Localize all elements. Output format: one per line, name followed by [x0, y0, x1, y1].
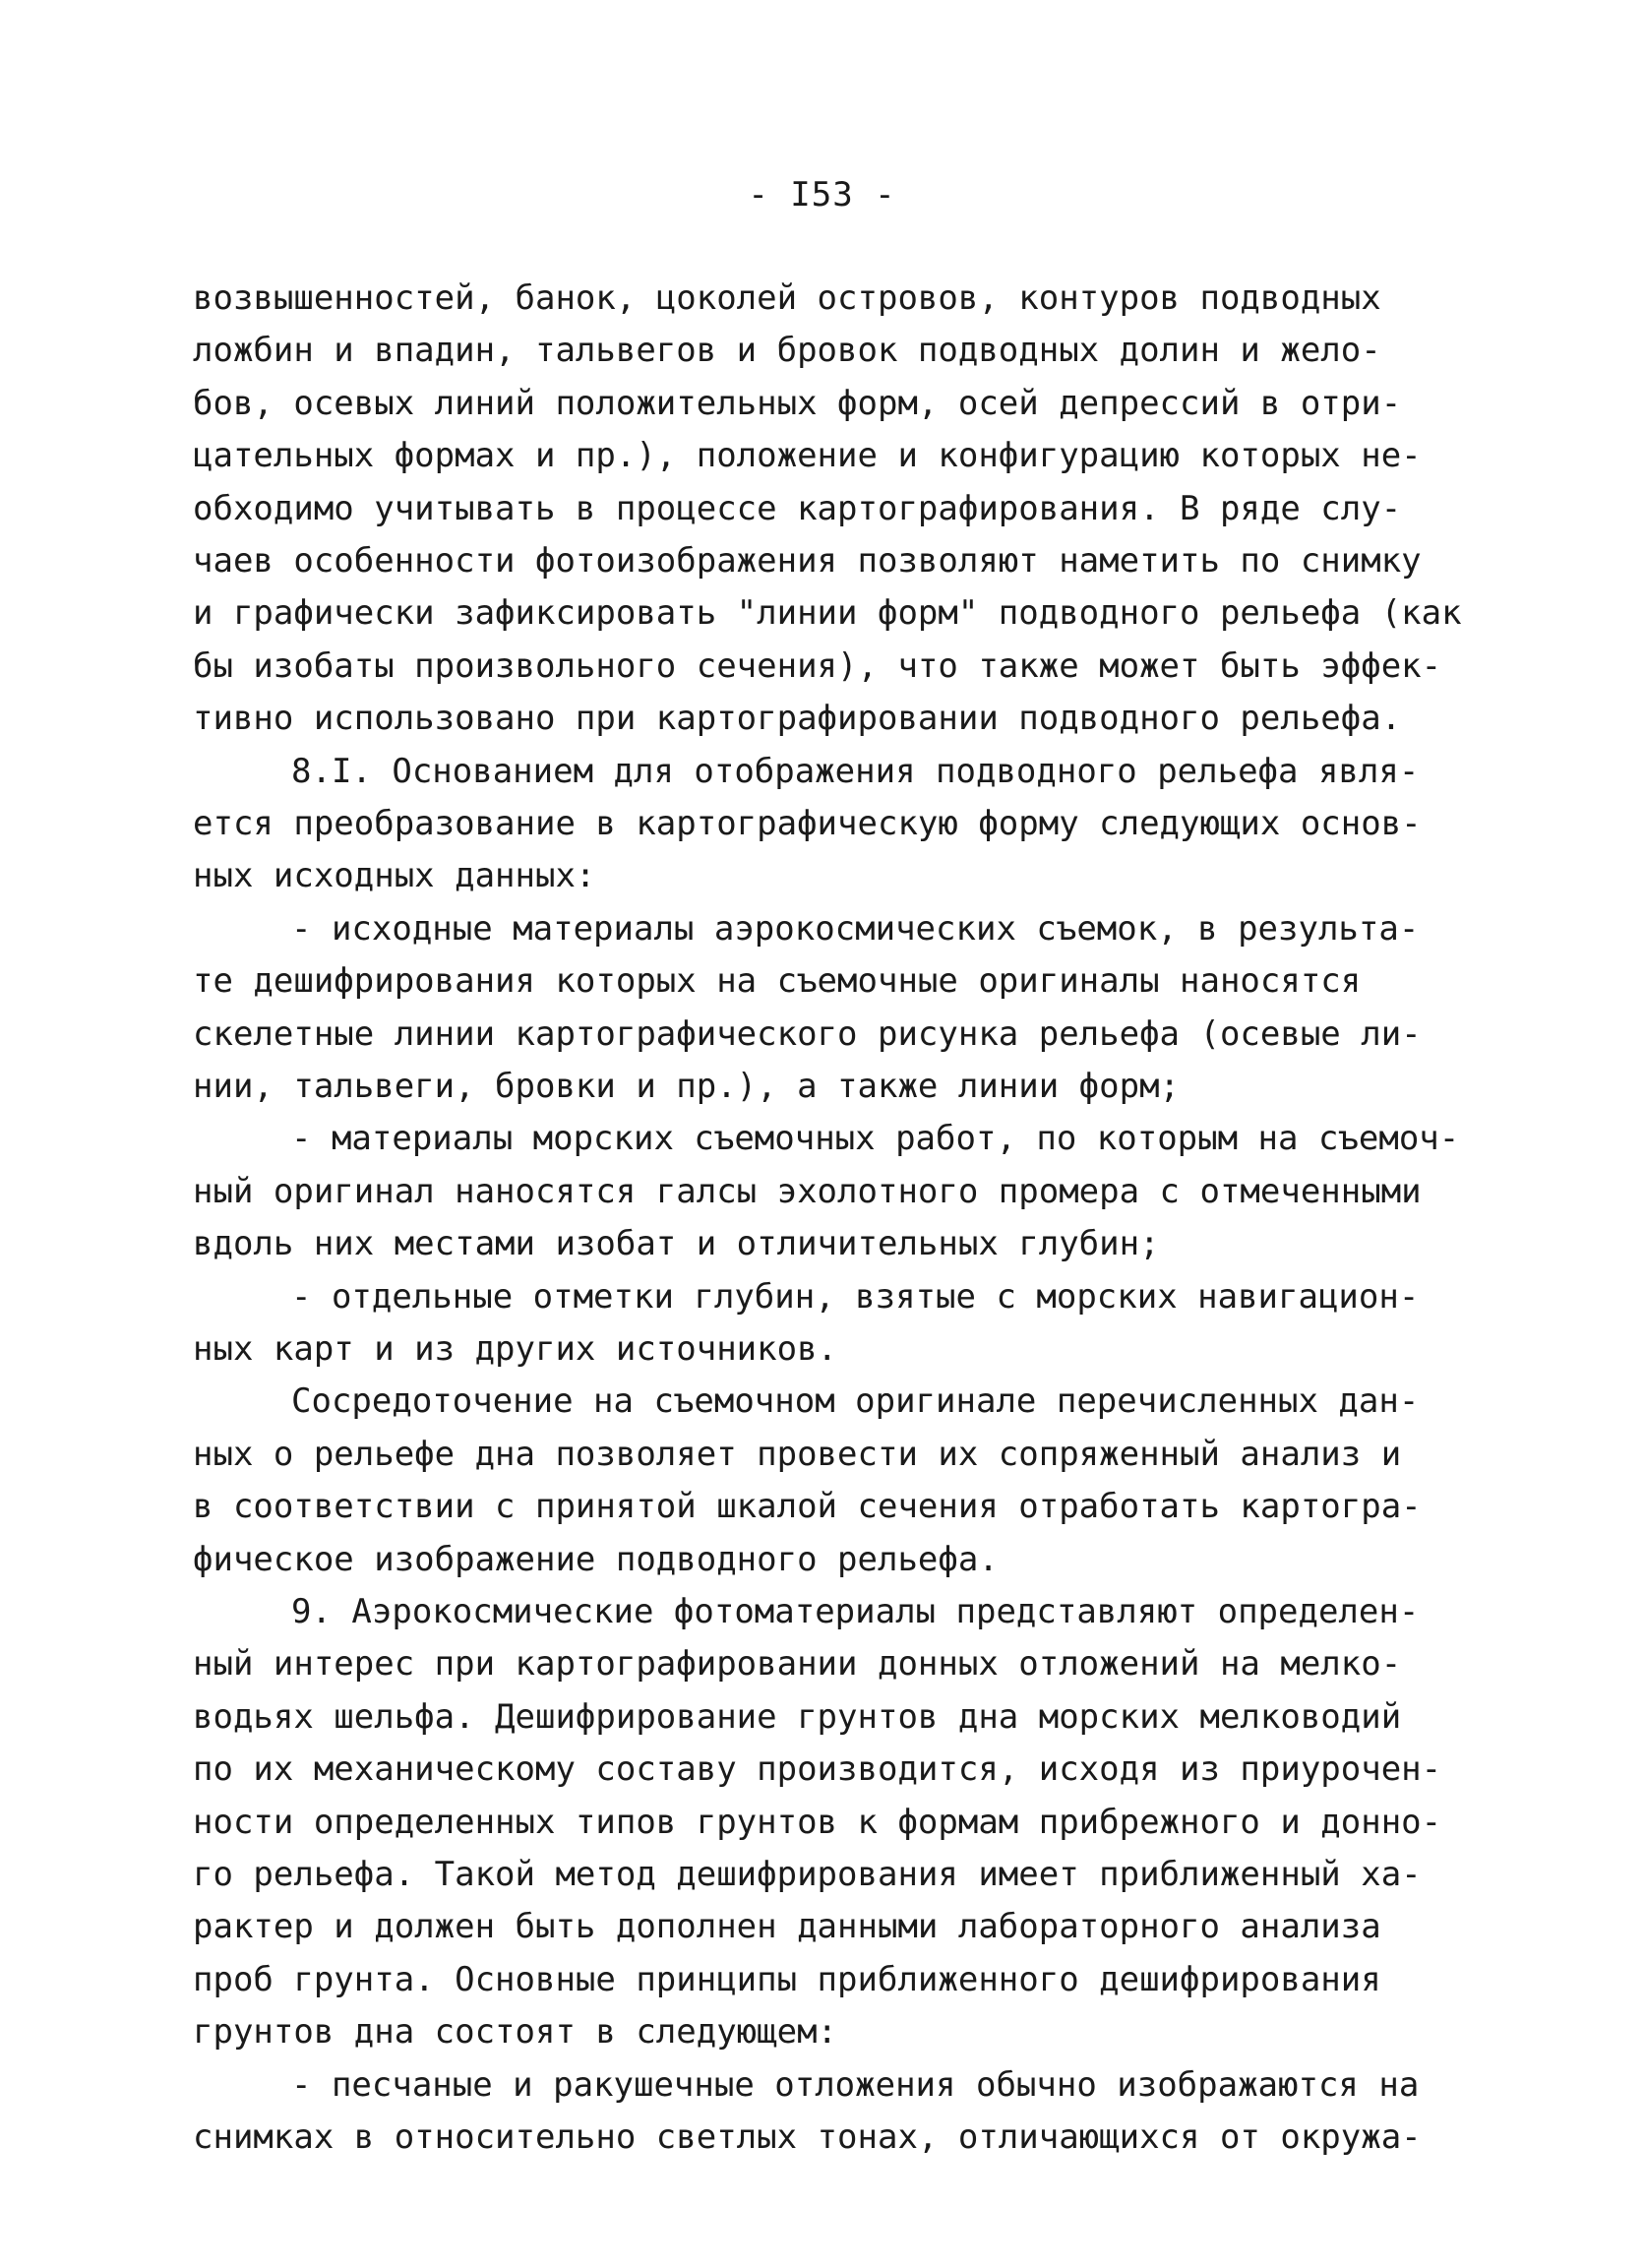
- text-line: чаев особенности фотоизображения позволяют наметить по снимку: [193, 541, 1422, 581]
- text-line: проб грунта. Основные принципы приближенного дешифрирования: [193, 1960, 1381, 1999]
- text-line: ный интерес при картографировании донных отложений на мелко-: [193, 1644, 1402, 1684]
- text-line: и графически зафиксировать "линии форм" подводного рельефа (как: [193, 593, 1462, 633]
- text-line: снимках в относительно светлых тонах, отличающихся от окружа-: [193, 2117, 1422, 2157]
- text-line: водьях шельфа. Дешифрирование грунтов дна морских мелководий: [193, 1697, 1402, 1737]
- text-line: Сосредоточение на съемочном оригинале перечисленных дан-: [291, 1381, 1420, 1421]
- text-line: грунтов дна состоят в следующем:: [193, 2012, 838, 2052]
- text-line: - песчаные и ракушечные отложения обычно изображаются на: [291, 2065, 1420, 2105]
- text-line: - исходные материалы аэрокосмических съемок, в результа-: [291, 909, 1420, 949]
- text-line: возвышенностей, банок, цоколей островов, контуров подводных: [193, 278, 1381, 318]
- text-line: 8.I. Основанием для отображения подводного рельефа явля-: [291, 752, 1420, 791]
- text-line: ных о рельефе дна позволяет провести их сопряженный анализ и: [193, 1435, 1402, 1474]
- text-line: в соответствии с принятой шкалой сечения отработать картогра-: [193, 1487, 1422, 1526]
- text-line: ных исходных данных:: [193, 856, 596, 895]
- text-line: - материалы морских съемочных работ, по которым на съемоч-: [291, 1119, 1460, 1158]
- text-line: ется преобразование в картографическую форму следующих основ-: [193, 804, 1422, 843]
- text-line: цательных формах и пр.), положение и конфигурацию которых не-: [193, 436, 1422, 475]
- text-line: го рельефа. Такой метод дешифрирования имеет приближенный ха-: [193, 1855, 1422, 1894]
- text-line: рактер и должен быть дополнен данными лабораторного анализа: [193, 1907, 1381, 1946]
- text-line: скелетные линии картографического рисунка рельефа (осевые ли-: [193, 1014, 1422, 1054]
- text-line: обходимо учитывать в процессе картографирования. В ряде слу-: [193, 489, 1402, 528]
- text-line: ных карт и из других источников.: [193, 1329, 838, 1369]
- text-line: по их механическому составу производится, исходя из приурочен-: [193, 1749, 1442, 1789]
- text-line: тивно использовано при картографировании подводного рельефа.: [193, 699, 1402, 738]
- text-line: ложбин и впадин, тальвегов и бровок подводных долин и жело-: [193, 331, 1381, 370]
- text-line: нии, тальвеги, бровки и пр.), а также линии форм;: [193, 1067, 1181, 1106]
- text-line: 9. Аэрокосмические фотоматериалы представляют определен-: [291, 1592, 1420, 1631]
- text-line: ности определенных типов грунтов к формам прибрежного и донно-: [193, 1803, 1442, 1842]
- text-line: ный оригинал наносятся галсы эхолотного промера с отмеченными: [193, 1172, 1422, 1211]
- page-number: - I53 -: [748, 175, 896, 215]
- text-line: фическое изображение подводного рельефа.: [193, 1540, 999, 1579]
- text-line: бы изобаты произвольного сечения), что также может быть эффек-: [193, 646, 1442, 686]
- text-line: бов, осевых линий положительных форм, осей депрессий в отри-: [193, 384, 1402, 423]
- text-line: те дешифрирования которых на съемочные оригиналы наносятся: [193, 961, 1362, 1001]
- text-line: вдоль них местами изобат и отличительных глубин;: [193, 1224, 1160, 1263]
- text-line: - отдельные отметки глубин, взятые с морских навигацион-: [291, 1277, 1420, 1317]
